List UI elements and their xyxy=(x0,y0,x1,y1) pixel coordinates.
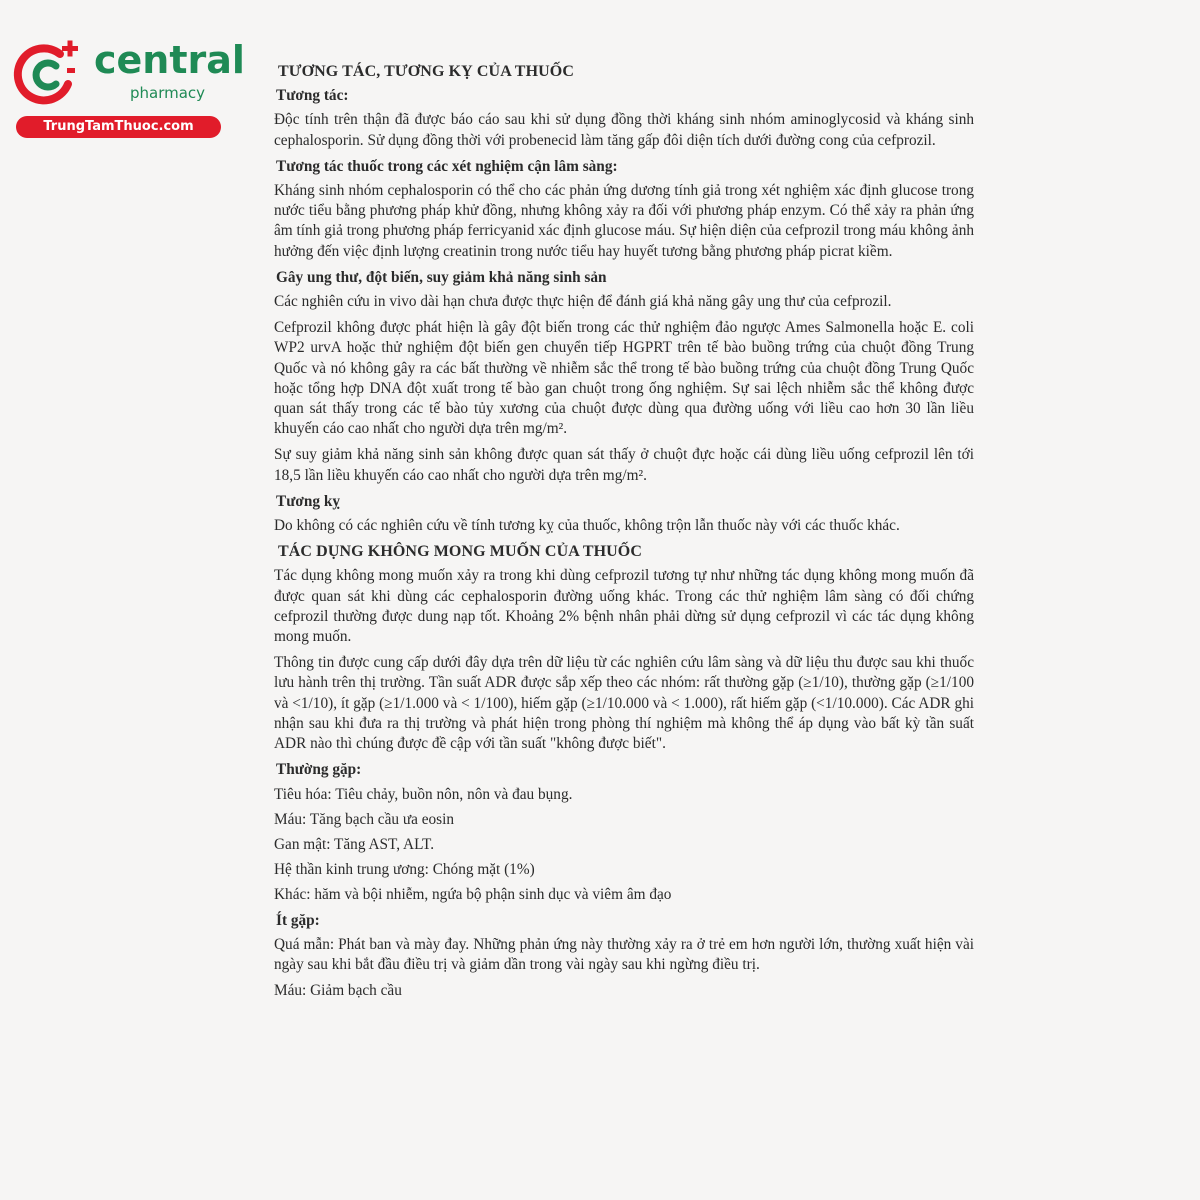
brand-logo[interactable] xyxy=(12,38,245,138)
central-pharmacy-logo-icon xyxy=(12,40,82,110)
list-item: Khác: hăm và bội nhiễm, ngứa bộ phận sinh dục và viêm âm đạo xyxy=(274,886,672,904)
paragraph-carcinogenicity-2-text: Cefprozil không được phát hiện là gây đột biến trong các thử nghiệm đảo ngược Ames Salmonella hoặc E. coli WP2 urvA hoặc thử nghiệm đột biến gen chuyển tiếp HGPRT trên tế bào buồng trứng của chuột đồng Trung Quốc và nó không gây ra các bất thường về nhiễm sắc thể trong tế bào buồng trứng của chuột đồng Trung Quốc hoặc tổng hợp DNA đột xuất trong tế bào gan chuột trong ống nghiệm. Sự sai lệch nhiễm sắc thể không được quan sát thấy trong các tế bào tủy xương của chuột được dùng qua đường uống với liều cao hơn 30 lần liều khuyến cáo cao nhất cho người dựa trên mg/m² xyxy=(274,319,974,438)
section-title-interactions: TƯƠNG TÁC, TƯƠNG KỴ CỦA THUỐC xyxy=(278,63,574,80)
heading-common: Thường gặp: xyxy=(276,761,362,779)
brand-name: central xyxy=(94,38,245,82)
paragraph-carcinogenicity-2 xyxy=(274,318,974,439)
paragraph-carcinogenicity-1: Các nghiên cứu in vivo dài hạn chưa được thực hiện để đánh giá khả năng gây ung thư của cefprozil. xyxy=(274,293,892,311)
list-item: Máu: Giảm bạch cầu xyxy=(274,982,402,1000)
document-page xyxy=(274,62,974,1006)
paragraph-adverse-2: Thông tin được cung cấp dưới đây dựa trên dữ liệu từ các nghiên cứu lâm sàng và dữ liệu thu được sau khi thuốc lưu hành trên thị trường. Tần suất ADR được sắp xếp theo các nhóm: rất thường gặp (≥1/10), thường gặp (≥1/100 và <1/10), ít gặp (≥1/1.000 và < 1/100), hiếm gặp (≥1/10.000 và < 1.000), rất hiếm gặp (<1/10.000). Các ADR ghi nhận sau khi đưa ra thị trường và phát hiện trong phòng thí nghiệm mà không thể áp dụng vào bất kỳ tần suất ADR nào thì chúng được đề cập với tần suất "không được biết". xyxy=(274,654,974,753)
paragraph-interactions: Độc tính trên thận đã được báo cáo sau khi sử dụng đồng thời kháng sinh nhóm aminoglycosid và kháng sinh cephalosporin. Sử dụng đồng thời với probenecid làm tăng gấp đôi diện tích dưới đường cong của cefprozil. xyxy=(274,111,974,149)
section-title-adverse-effects: TÁC DỤNG KHÔNG MONG MUỐN CỦA THUỐC xyxy=(278,543,642,561)
list-item: Hệ thần kinh trung ương: Chóng mặt (1%) xyxy=(274,861,535,879)
heading-incompatibility: Tương kỵ xyxy=(276,492,340,510)
paragraph-carcinogenicity-2-end: . xyxy=(563,420,568,438)
brand-website-badge[interactable]: TrungTamThuoc.com xyxy=(16,116,221,138)
list-item: Máu: Tăng bạch cầu ưa eosin xyxy=(274,810,455,828)
heading-lab-interactions: Tương tác thuốc trong các xét nghiệm cận lâm sàng: xyxy=(276,157,618,175)
heading-uncommon: Ít gặp: xyxy=(276,911,320,929)
brand-subtitle: pharmacy xyxy=(130,84,206,102)
heading-interactions: Tương tác: xyxy=(276,87,349,105)
paragraph-incompatibility: Do không có các nghiên cứu về tính tương kỵ của thuốc, không trộn lẫn thuốc này với các thuốc khác. xyxy=(274,517,900,535)
paragraph-lab-interactions: Kháng sinh nhóm cephalosporin có thể cho các phản ứng dương tính giả trong xét nghiệm xác định glucose trong nước tiểu bằng phương pháp khử đồng, nhưng không xảy ra đối với phương pháp enzym. Có thể xảy ra phản ứng âm tính giả trong phương pháp ferricyanid xác định glucose máu. Sự hiện diện của cefprozil trong máu không ảnh hưởng đến việc định lượng creatinin trong nước tiểu hay huyết tương bằng phương pháp picrat kiềm. xyxy=(274,182,974,260)
paragraph-adverse-1: Tác dụng không mong muốn xảy ra trong khi dùng cefprozil tương tự như những tác dụng không mong muốn đã được quan sát khi dùng các cephalosporin đường uống khác. Trong các thử nghiệm lâm sàng có đối chứng cefprozil thường được dung nạp tốt. Khoảng 2% bệnh nhân phải dừng sử dụng cefprozil vì các tác dụng không mong muốn. xyxy=(274,567,974,646)
heading-carcinogenicity: Gây ung thư, đột biến, suy giảm khả năng sinh sản xyxy=(276,268,607,286)
paragraph-uncommon: Quá mẫn: Phát ban và mày đay. Những phản ứng này thường xảy ra ở trẻ em hơn người lớn, thường xuất hiện vài ngày sau khi bắt đầu điều trị và giảm dần trong vài ngày sau khi ngừng điều trị. xyxy=(274,935,974,973)
list-item: Gan mật: Tăng AST, ALT. xyxy=(274,835,435,853)
list-item: Tiêu hóa: Tiêu chảy, buồn nôn, nôn và đau bụng. xyxy=(274,785,573,803)
paragraph-fertility: Sự suy giảm khả năng sinh sản không được quan sát thấy ở chuột đực hoặc cái dùng liều uống cefprozil lên tới 18,5 lần liều khuyến cáo cao nhất cho người dựa trên mg/m². xyxy=(274,446,974,484)
